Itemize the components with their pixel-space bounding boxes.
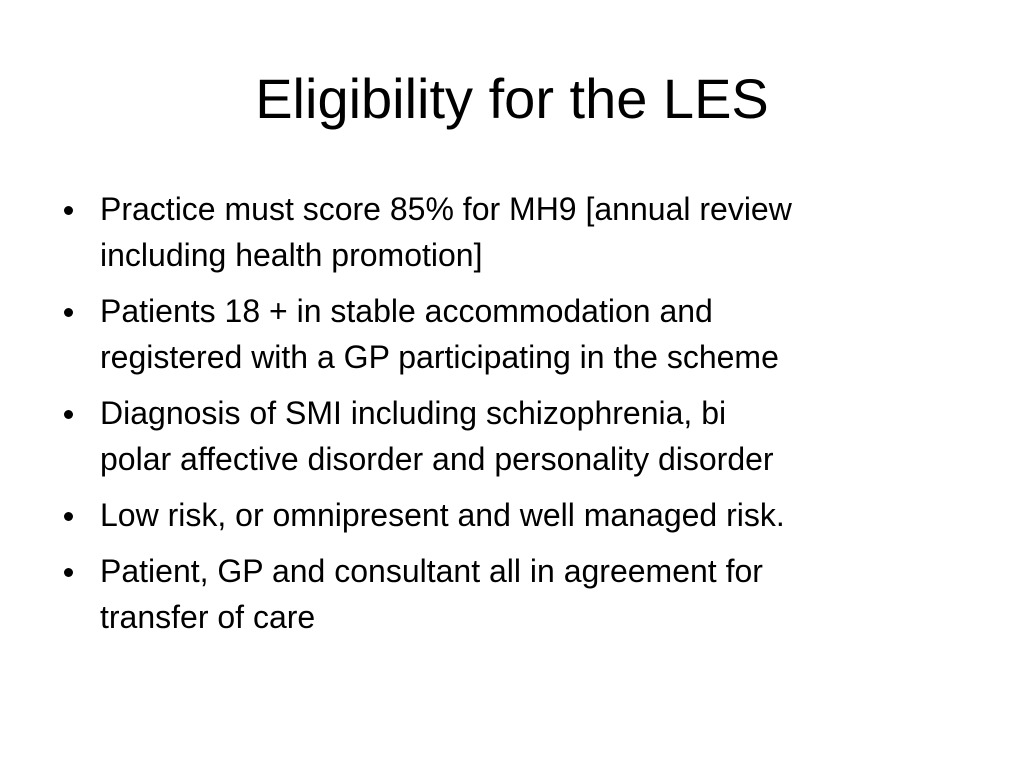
slide-title: Eligibility for the LES [255,67,769,130]
bullet-dot-icon [64,568,73,577]
bullet-text-line: including health promotion] [100,237,483,273]
bullet-list [62,186,982,650]
bullet-text-line: Diagnosis of SMI including schizophrenia, bi [100,395,727,431]
bullet-text-line: Patients 18 + in stable accommodation and [100,293,713,329]
bullet-item [62,186,982,278]
bullet-text-line: Patient, GP and consultant all in agreement for [100,553,763,589]
bullet-dot-icon [64,410,73,419]
bullet-dot-icon [64,206,73,215]
bullet-item [62,288,982,380]
bullet-text-line: transfer of care [100,599,316,635]
bullet-item [62,390,982,482]
bullet-item [62,492,982,538]
bullet-text-line: Practice must score 85% for MH9 [annual review [100,191,792,227]
bullet-item [62,548,982,640]
bullet-text-line: Low risk, or omnipresent and well managed risk. [100,497,785,533]
bullet-dot-icon [64,308,73,317]
bullet-text-line: polar affective disorder and personality disorder [100,441,774,477]
bullet-text-line: registered with a GP participating in the scheme [100,339,779,375]
bullet-dot-icon [64,512,73,521]
